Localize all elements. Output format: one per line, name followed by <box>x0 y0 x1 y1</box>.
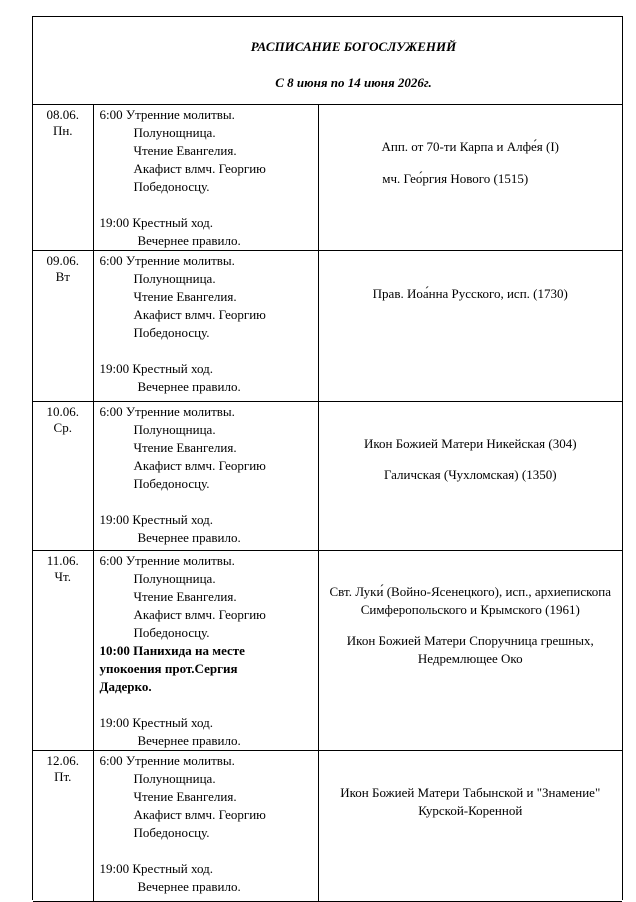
feast-text: Икон Божией Матери Табынской и "Знамение" Курской-Коренной <box>340 785 601 818</box>
day-row <box>33 105 622 251</box>
evening-time-line: 19:00 Крестный ход. <box>99 861 213 876</box>
morning-time-line: 6:00 Утренние молитвы. <box>99 404 235 419</box>
evening-line: Вечернее правило. <box>137 379 241 394</box>
feast-text: Прав. Иоа́нна Русского, исп. (1730) <box>372 286 568 301</box>
morning-line: Чтение Евангелия. <box>133 289 237 304</box>
feast-text: Галичская (Чухломская) (1350) <box>383 467 557 482</box>
morning-line: Победоносцу. <box>133 179 210 194</box>
feast-cell <box>318 751 622 902</box>
memorial-service-line: упокоения прот.Сергия <box>99 661 238 676</box>
morning-time-line: 6:00 Утренние молитвы. <box>99 553 235 568</box>
morning-line: Победоносцу. <box>133 476 210 491</box>
morning-time-line: 6:00 Утренние молитвы. <box>99 107 235 122</box>
feast-cell <box>318 251 622 402</box>
memorial-service-line: 10:00 Панихида на месте <box>99 643 245 658</box>
date-number: 12.06. <box>46 753 79 768</box>
morning-line: Полунощница. <box>133 271 216 286</box>
morning-line: Чтение Евангелия. <box>133 143 237 158</box>
feast-cell <box>318 402 622 551</box>
morning-line: Чтение Евангелия. <box>133 589 237 604</box>
date-number: 11.06. <box>46 553 79 568</box>
schedule-table <box>33 105 622 902</box>
schedule-period: С 8 июня по 14 июня 2026г. <box>275 75 432 90</box>
date-cell <box>33 402 93 551</box>
weekday: Чт. <box>54 569 71 584</box>
services-cell <box>93 105 318 251</box>
services-cell <box>93 251 318 402</box>
evening-line: Вечернее правило. <box>137 733 241 748</box>
morning-line: Полунощница. <box>133 125 216 140</box>
feast-text: Икон Божией Матери Никейская (304) <box>363 436 577 451</box>
morning-time-line: 6:00 Утренние молитвы. <box>99 753 235 768</box>
day-row <box>33 551 622 751</box>
date-number: 08.06. <box>46 107 79 122</box>
feast-text: Апп. от 70-ти Карпа и Алфе́я (I) <box>381 139 560 154</box>
date-cell <box>33 551 93 751</box>
morning-line: Победоносцу. <box>133 325 210 340</box>
morning-line: Акафист влмч. Георгию <box>133 307 266 322</box>
date-number: 09.06. <box>46 253 79 268</box>
weekday: Пн. <box>52 123 73 138</box>
evening-time-line: 19:00 Крестный ход. <box>99 361 213 376</box>
feast-cell <box>318 105 622 251</box>
morning-line: Полунощница. <box>133 771 216 786</box>
morning-line: Победоносцу. <box>133 625 210 640</box>
feast-cell <box>318 551 622 751</box>
services-cell <box>93 402 318 551</box>
morning-time-line: 6:00 Утренние молитвы. <box>99 253 235 268</box>
weekday: Пт. <box>54 769 72 784</box>
morning-line: Акафист влмч. Георгию <box>133 607 266 622</box>
feast-text: мч. Гео́ргия Нового (1515) <box>382 171 529 186</box>
day-row <box>33 402 622 551</box>
date-cell <box>33 751 93 902</box>
services-cell <box>93 551 318 751</box>
morning-line: Полунощница. <box>133 571 216 586</box>
evening-time-line: 19:00 Крестный ход. <box>99 512 213 527</box>
services-cell <box>93 751 318 902</box>
evening-line: Вечернее правило. <box>137 530 241 545</box>
feast-text: Свт. Луки́ (Войно-Ясенецкого), исп., архиепископа Симферопольского и Крымского (1961) <box>329 584 611 617</box>
morning-line: Полунощница. <box>133 422 216 437</box>
date-cell <box>33 105 93 251</box>
evening-time-line: 19:00 Крестный ход. <box>99 215 213 230</box>
weekday: Вт <box>55 269 70 284</box>
feast-text: Икон Божией Матери Споручница грешных, Недремлющее Око <box>346 633 594 666</box>
evening-line: Вечернее правило. <box>137 879 241 894</box>
date-number: 10.06. <box>46 404 79 419</box>
morning-line: Чтение Евангелия. <box>133 440 237 455</box>
date-cell <box>33 251 93 402</box>
morning-line: Акафист влмч. Георгию <box>133 807 266 822</box>
evening-time-line: 19:00 Крестный ход. <box>99 715 213 730</box>
morning-line: Акафист влмч. Георгию <box>133 458 266 473</box>
memorial-service-line: Дадерко. <box>99 679 152 694</box>
day-row <box>33 251 622 402</box>
morning-line: Победоносцу. <box>133 825 210 840</box>
schedule-title: РАСПИСАНИЕ БОГОСЛУЖЕНИЙ <box>250 39 457 54</box>
evening-line: Вечернее правило. <box>137 233 241 248</box>
day-row <box>33 751 622 902</box>
schedule-header <box>33 17 622 105</box>
morning-line: Чтение Евангелия. <box>133 789 237 804</box>
schedule-sheet <box>32 16 623 900</box>
morning-line: Акафист влмч. Георгию <box>133 161 266 176</box>
weekday: Ср. <box>53 420 72 435</box>
